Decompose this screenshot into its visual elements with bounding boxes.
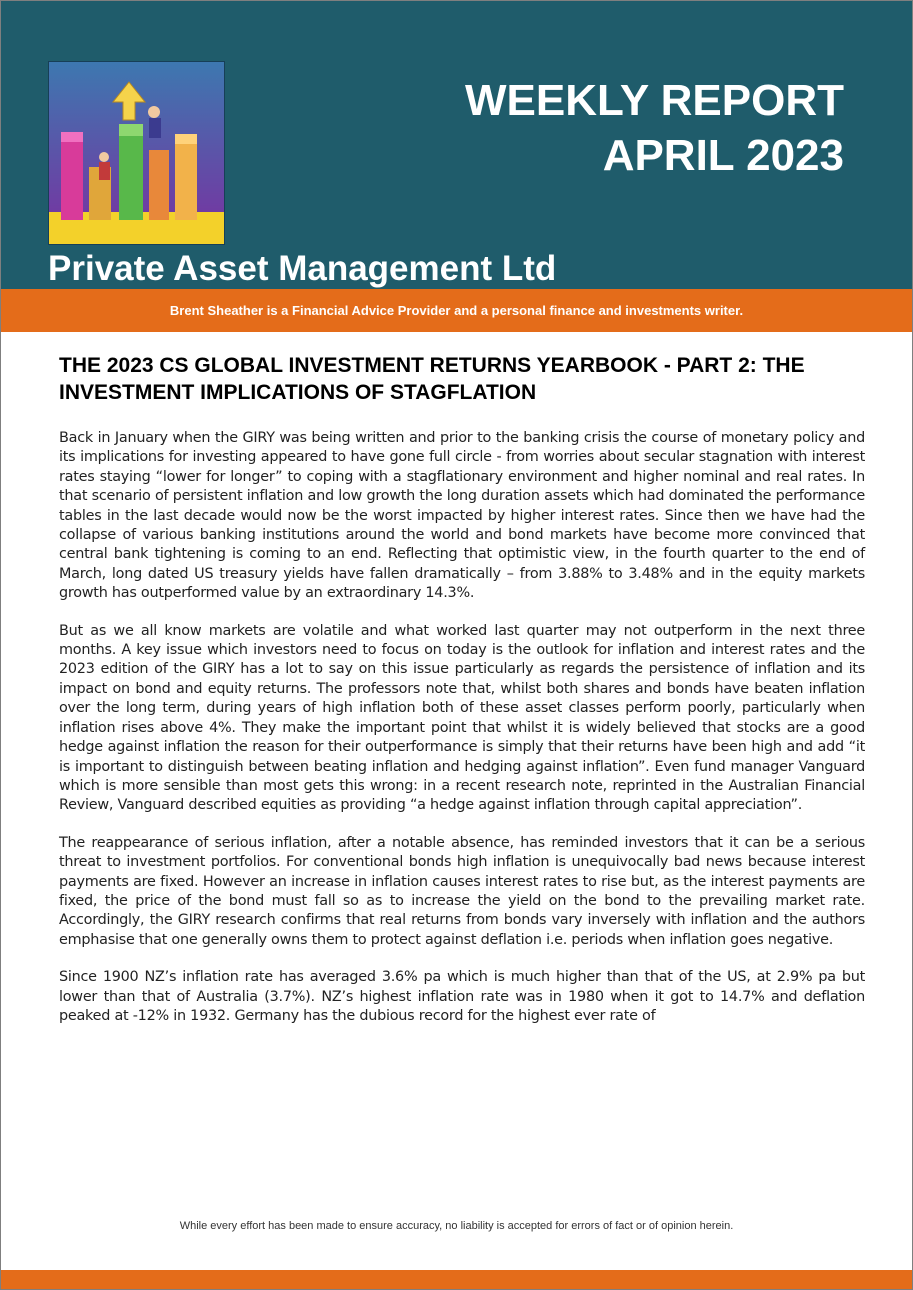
article-body [59, 429, 865, 1044]
article-paragraph-3: The reappearance of serious inflation, after a notable absence, has reminded investors that it can be a serious threat to investment portfolios. For conventional bonds high inflation is unequivocally bad news because interest payments are fixed. However an increase in inflation causes interest rates to rise but, as the interest payments are fixed, the price of the bond must fall so as to increase the yield on the bond to the prevailing market rate. Accordingly, the GIRY research confirms that real returns from bonds vary inversely with inflation and the authors emphasise that one generally owns them to protect against deflation i.e. periods when inflation goes negative. [59, 834, 865, 948]
company-name: Private Asset Management Ltd [48, 249, 557, 288]
report-title-line1: WEEKLY REPORT [465, 76, 844, 125]
report-header [1, 1, 912, 289]
article-paragraph-1: Back in January when the GIRY was being written and prior to the banking crisis the course of monetary policy and its implications for investing appeared to have gone full circle - from worries about secular stagnation with interest rates staying “lower for longer” to coping with a stagflationary environment and higher nominal and real rates. In that scenario of persistent inflation and low growth the long duration assets which had dominated the performance tables in the last decade would now be the worst impacted by higher interest rates. Since then we have had the collapse of various banking institutions around the world and bond markets have become more convinced that central bank tightening is coming to an end. Reflecting that optimistic view, in the fourth quarter to the end of March, long dated US treasury yields have fallen dramatically – from 3.88% to 3.48% and in the equity markets growth has outperformed value by an extraordinary 14.3%. [59, 430, 865, 602]
logo-illustration [48, 61, 225, 245]
footer-band [1, 1270, 912, 1289]
article-paragraph-2: But as we all know markets are volatile and what worked last quarter may not outperform in the next three months. A key issue which investors need to focus on today is the outlook for inflation and interest rates and the 2023 edition of the GIRY has a lot to say on this issue particularly as regards the persistence of inflation and its impact on bond and equity returns. The professors note that, whilst both shares and bonds have beaten inflation over the long term, during years of high inflation both of these asset classes perform poorly, particularly when inflation rises above 4%. They make the important point that whilst it is widely believed that stocks are a good hedge against inflation the reason for their outperformance is simply that their returns have been high and add “it is important to distinguish between beating inflation and hedging against inflation”. Even fund manager Vanguard which is more sensible than most gets this wrong: in a recent research note, reprinted in the Australian Financial Review, Vanguard described equities as providing “a hedge against inflation through capital appreciation”. [59, 622, 865, 814]
report-title [465, 73, 844, 183]
disclaimer: While every effort has been made to ensure accuracy, no liability is accepted for errors of fact or of opinion herein. [179, 1220, 734, 1232]
tagline-band [1, 289, 912, 332]
article-paragraph-4: Since 1900 NZ’s inflation rate has averaged 3.6% pa which is much higher than that of the US, at 2.9% pa but lower than that of Australia (3.7%). NZ’s highest inflation rate was in 1980 when it got to 14.7% and deflation peaked at -12% in 1932. Germany has the dubious record for the highest ever rate of [59, 969, 865, 1024]
article-title: THE 2023 CS GLOBAL INVESTMENT RETURNS YEARBOOK - PART 2: THE INVESTMENT IMPLICATIONS OF STAGFLATION [59, 354, 805, 404]
tagline: Brent Sheather is a Financial Advice Provider and a personal finance and investments writer. [169, 303, 744, 318]
report-title-line2: APRIL 2023 [602, 131, 844, 180]
